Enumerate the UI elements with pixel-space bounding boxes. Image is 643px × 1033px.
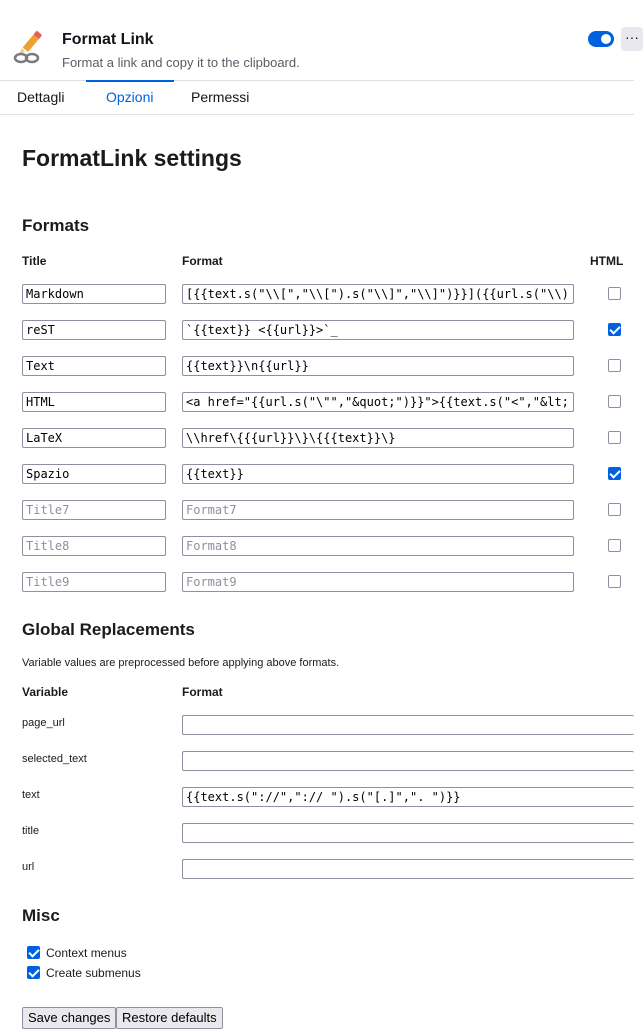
replacement-format-input[interactable]: [182, 823, 634, 843]
create-submenus-label: Create submenus: [46, 966, 141, 980]
variable-column-header: Variable: [22, 685, 69, 699]
misc-heading: Misc: [22, 906, 60, 925]
replacements-heading: Global Replacements: [22, 620, 195, 639]
format-title-input[interactable]: [22, 356, 166, 376]
format-column-header: Format: [182, 254, 223, 268]
format-title-input[interactable]: [22, 428, 166, 448]
replacement-variable-label: selected_text: [22, 753, 87, 765]
pencil-link-icon: [12, 28, 46, 64]
tab-details[interactable]: Dettagli: [17, 89, 65, 105]
active-tab-indicator: [86, 80, 174, 82]
context-menus-label: Context menus: [46, 946, 127, 960]
replacement-format-input[interactable]: [182, 787, 634, 807]
extension-title: Format Link: [62, 31, 154, 48]
format-title-input[interactable]: [22, 572, 166, 592]
replacement-variable-label: page_url: [22, 717, 65, 729]
html-column-header: HTML: [590, 254, 624, 268]
extension-description: Format a link and copy it to the clipboard.: [62, 55, 300, 70]
format-html-checkbox[interactable]: [608, 539, 621, 552]
page-title: FormatLink settings: [22, 145, 242, 171]
extension-enable-toggle[interactable]: [588, 31, 614, 47]
format-template-input[interactable]: [182, 392, 574, 412]
format-title-input[interactable]: [22, 392, 166, 412]
format-html-checkbox[interactable]: [608, 395, 621, 408]
replacement-format-column-header: Format: [182, 685, 223, 699]
replacement-format-input[interactable]: [182, 715, 634, 735]
save-changes-button[interactable]: Save changes: [22, 1007, 116, 1029]
format-title-input[interactable]: [22, 284, 166, 304]
replacement-variable-label: url: [22, 861, 35, 873]
context-menus-checkbox[interactable]: [27, 946, 40, 959]
format-title-input[interactable]: [22, 320, 166, 340]
replacement-variable-label: text: [22, 789, 40, 801]
tab-bar: [0, 80, 634, 115]
format-title-input[interactable]: [22, 500, 166, 520]
format-title-input[interactable]: [22, 464, 166, 484]
format-template-input[interactable]: [182, 428, 574, 448]
restore-defaults-button[interactable]: Restore defaults: [116, 1007, 223, 1029]
create-submenus-checkbox[interactable]: [27, 966, 40, 979]
format-html-checkbox[interactable]: [608, 431, 621, 444]
more-options-button[interactable]: ···: [621, 27, 643, 51]
replacement-format-input[interactable]: [182, 859, 634, 879]
replacement-format-input[interactable]: [182, 751, 634, 771]
format-html-checkbox[interactable]: [608, 359, 621, 372]
tab-options[interactable]: Opzioni: [106, 89, 154, 105]
format-template-input[interactable]: [182, 320, 574, 340]
format-template-input[interactable]: [182, 464, 574, 484]
format-html-checkbox[interactable]: [608, 467, 621, 480]
format-html-checkbox[interactable]: [608, 287, 621, 300]
tab-permissions[interactable]: Permessi: [191, 89, 250, 105]
format-html-checkbox[interactable]: [608, 323, 621, 336]
replacements-description: Variable values are preprocessed before applying above formats.: [22, 657, 340, 669]
title-column-header: Title: [22, 254, 47, 268]
extension-header: [0, 0, 639, 81]
format-template-input[interactable]: [182, 284, 574, 304]
format-template-input[interactable]: [182, 356, 574, 376]
format-html-checkbox[interactable]: [608, 503, 621, 516]
format-html-checkbox[interactable]: [608, 575, 621, 588]
replacement-variable-label: title: [22, 825, 40, 837]
format-template-input[interactable]: [182, 572, 574, 592]
formats-heading: Formats: [22, 216, 90, 235]
format-title-input[interactable]: [22, 536, 166, 556]
format-template-input[interactable]: [182, 500, 574, 520]
format-template-input[interactable]: [182, 536, 574, 556]
